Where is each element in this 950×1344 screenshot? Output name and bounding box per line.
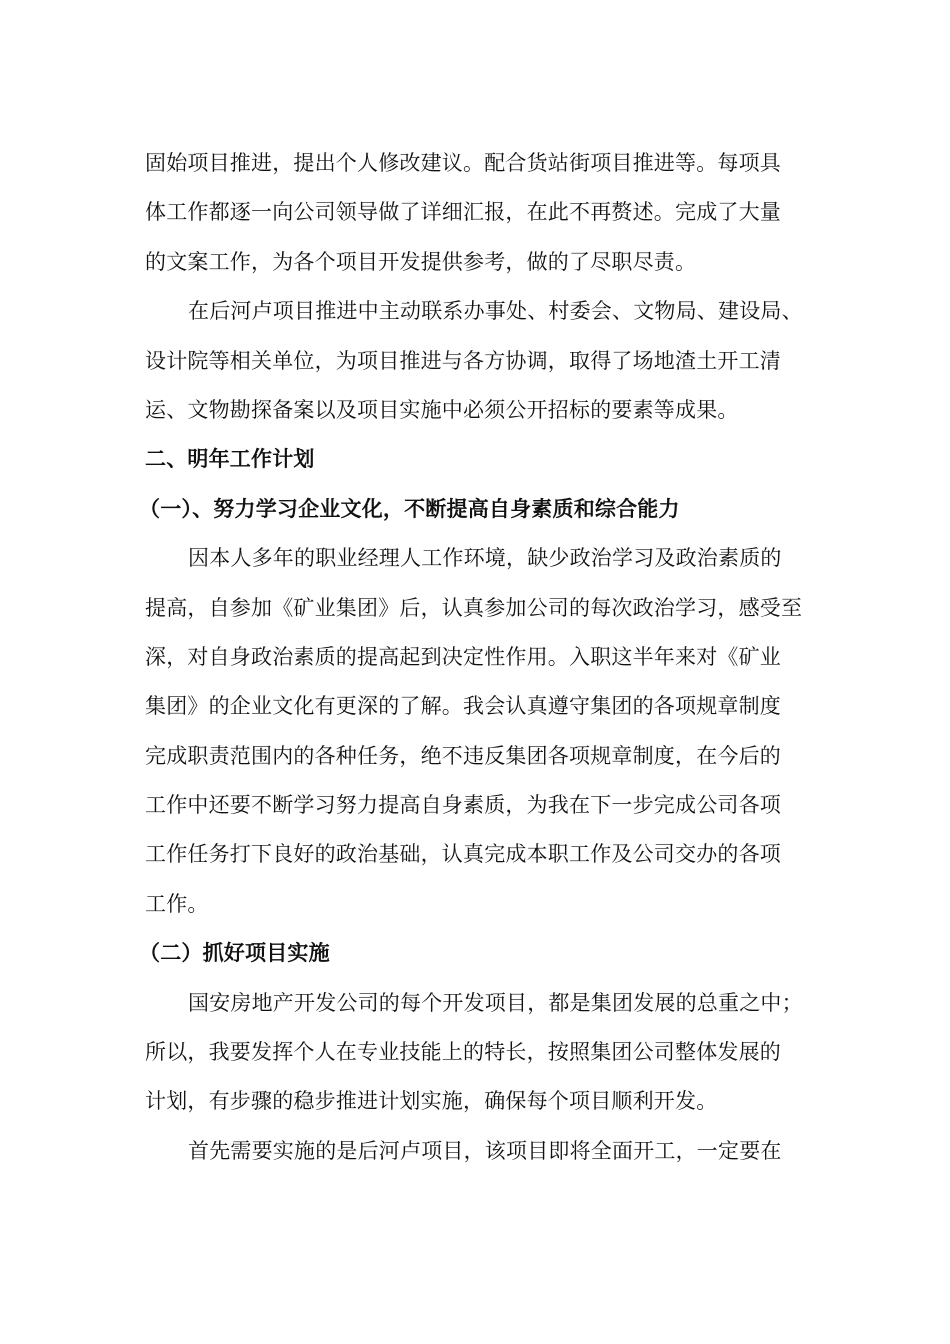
text-line: 运、文物勘探备案以及项目实施中必须公开招标的要素等成果。 bbox=[145, 397, 739, 422]
paragraph-first-project bbox=[145, 1131, 811, 1180]
text-line: 的文案工作，为各个项目开发提供参考，做的了尽职尽责。 bbox=[145, 249, 697, 274]
paragraph-political-study bbox=[145, 538, 811, 933]
text-line: 工作任务打下良好的政治基础，认真完成本职工作及公司交办的各项 bbox=[145, 842, 781, 867]
text-line: 工作中还要不断学习努力提高自身素质，为我在下一步完成公司各项 bbox=[145, 793, 781, 818]
text-line: 工作。 bbox=[145, 891, 209, 916]
text-line: 固始项目推进，提出个人修改建议。配合货站街项目推进等。每项具 bbox=[145, 151, 781, 175]
paragraph-houheilu-coordination bbox=[145, 291, 811, 439]
section-heading-next-year-plan: 二、明年工作计划 bbox=[145, 447, 315, 472]
text-line: 完成职责范围内的各种任务，绝不违反集团各项规章制度，在今后的 bbox=[145, 743, 781, 768]
text-line: 体工作都逐一向公司领导做了详细汇报，在此不再赘述。完成了大量 bbox=[145, 200, 781, 225]
subsection-heading-corporate-culture: （一）、努力学习企业文化，不断提高自身素质和综合能力 bbox=[139, 496, 680, 521]
text-line: 在后河卢项目推进中主动联系办事处、村委会、文物局、建设局、 bbox=[188, 299, 803, 324]
text-line: 深，对自身政治素质的提高起到决定性作用。入职这半年来对《矿业 bbox=[145, 644, 781, 669]
text-line: 所以，我要发挥个人在专业技能上的特长，按照集团公司整体发展的 bbox=[145, 1040, 781, 1065]
text-line: 国安房地产开发公司的每个开发项目，都是集团发展的总重之中； bbox=[188, 990, 803, 1015]
text-line: 集团》的企业文化有更深的了解。我会认真遵守集团的各项规章制度 bbox=[145, 694, 781, 719]
paragraph-development-projects bbox=[145, 983, 811, 1131]
text-line: 因本人多年的职业经理人工作环境，缺少政治学习及政治素质的 bbox=[188, 546, 782, 571]
document-page bbox=[139, 143, 811, 1180]
paragraph-work-summary bbox=[145, 143, 811, 291]
text-line: 计划，有步骤的稳步推进计划实施，确保每个项目顺利开发。 bbox=[145, 1089, 718, 1114]
text-line: 设计院等相关单位，为项目推进与各方协调，取得了场地渣土开工清 bbox=[145, 348, 781, 373]
text-line: 提高，自参加《矿业集团》后，认真参加公司的每次政治学习，感受至 bbox=[145, 595, 803, 620]
subsection-heading-project-implementation: （二）抓好项目实施 bbox=[139, 941, 330, 966]
text-line: 首先需要实施的是后河卢项目，该项目即将全面开工，一定要在 bbox=[188, 1138, 782, 1163]
